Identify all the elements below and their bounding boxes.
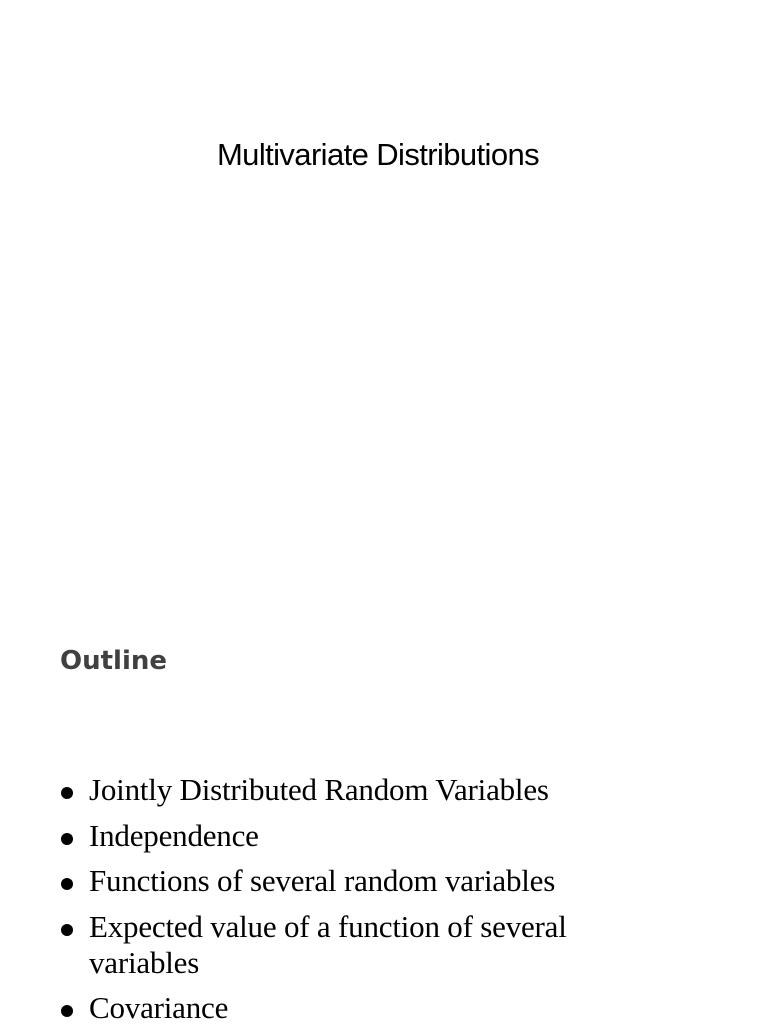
list-item: [58, 863, 658, 899]
bullet-icon: [61, 787, 73, 799]
list-item-text: Covariance: [89, 990, 229, 1024]
bullet-icon: [61, 878, 73, 890]
outline-heading: Outline: [60, 646, 168, 676]
list-item-text: Functions of several random variables: [89, 863, 556, 898]
bullet-icon: [61, 833, 73, 845]
list-item-text: Independence: [89, 817, 259, 853]
list-item: [58, 818, 658, 854]
list-item: [58, 772, 658, 808]
list-item: [58, 909, 658, 981]
list-item-text: Expected value of a function of several variables: [89, 908, 567, 980]
outline-list: [58, 772, 658, 1024]
list-item-text: Jointly Distributed Random Variables: [89, 772, 549, 807]
bullet-icon: [61, 924, 73, 936]
list-item: [58, 990, 658, 1024]
bullet-icon: [61, 1005, 73, 1017]
slide-title: Multivariate Distributions: [216, 137, 540, 172]
